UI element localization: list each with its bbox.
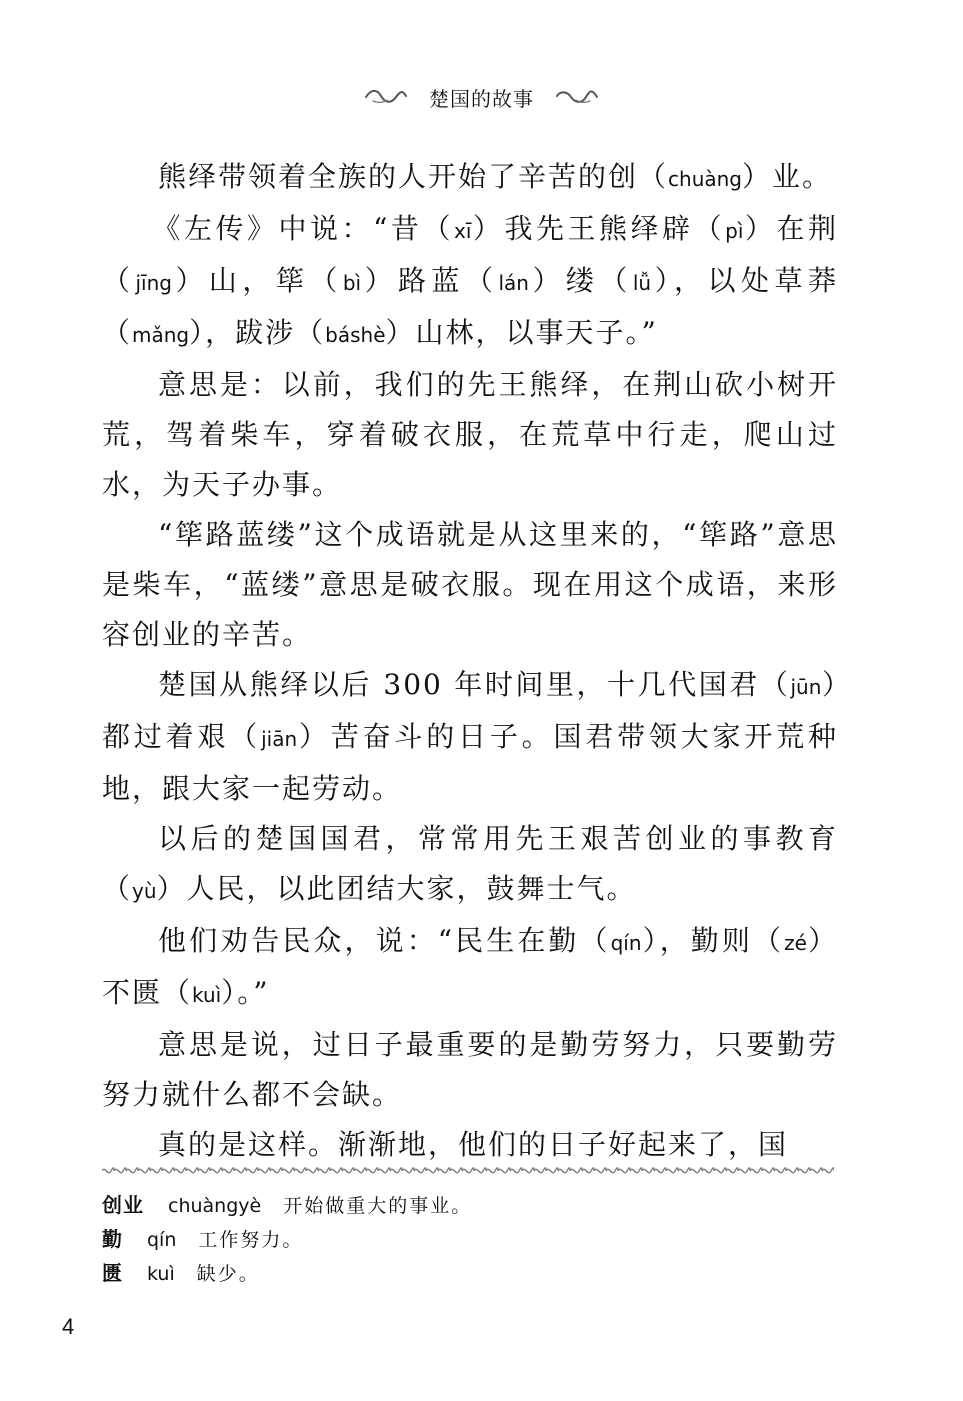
- text-run: ）路蓝（: [361, 264, 499, 297]
- pinyin-annotation: pì: [725, 219, 744, 243]
- text-run: 真的是这样。渐渐地，他们的日子好起来了，国: [158, 1128, 789, 1161]
- glossary-word: 匮: [102, 1261, 123, 1285]
- text-run: ）业。: [742, 160, 833, 193]
- text-run: 熊绎带领着全族的人开始了辛苦的创（: [158, 160, 669, 193]
- text-run: ）山林，以事天子。”: [385, 316, 658, 349]
- glossary-entry: [102, 1222, 838, 1256]
- text-run: ）我先王熊绎辟（: [471, 212, 726, 245]
- text-run: ）人民，以此团结大家，鼓舞士气。: [156, 872, 637, 905]
- wave-divider: [102, 1163, 834, 1179]
- glossary-definition: 缺少。: [196, 1263, 260, 1285]
- pinyin-annotation: qín: [610, 931, 642, 955]
- paragraph: [102, 510, 838, 660]
- text-run: ），以处草莽（: [102, 264, 838, 349]
- text-run: ）缕（: [528, 264, 633, 297]
- paragraph: [102, 814, 838, 916]
- paragraph: [102, 916, 838, 1020]
- pinyin-annotation: jūn: [790, 675, 822, 699]
- pinyin-annotation: zé: [784, 931, 807, 955]
- paragraph: [102, 204, 838, 360]
- paragraph: [102, 360, 838, 510]
- text-run: “筚路蓝缕”这个成语就是从这里来的，“筚路”意思是柴车，“蓝缕”意思是破衣服。现在用这个成语，来形容创业的辛苦。: [102, 518, 838, 651]
- glossary-entry: [102, 1256, 838, 1290]
- text-run: ）山，筚（: [171, 264, 343, 297]
- glossary-word: 创业: [102, 1193, 144, 1217]
- pinyin-annotation: báshè: [325, 323, 386, 347]
- text-run: ）苦奋斗的日子。国君带领大家开荒种地，跟大家一起劳动。: [102, 720, 838, 805]
- text-run: ），勤则（: [641, 924, 785, 957]
- pinyin-annotation: lán: [498, 271, 529, 295]
- pinyin-annotation: yù: [132, 879, 157, 903]
- page-number: 4: [62, 1314, 75, 1339]
- text-run: 楚国从熊绎以后 300 年时间里，十几代国君（: [158, 668, 791, 701]
- text-run: 以后的楚国国君，常常用先王艰苦创业的事教育（: [102, 822, 838, 905]
- left-swash-ornament-icon: [363, 87, 409, 107]
- text-run: ），跋涉（: [189, 316, 326, 349]
- paragraph: [102, 1020, 838, 1120]
- text-run: ）。”: [221, 976, 270, 1009]
- glossary-word: 勤: [102, 1227, 123, 1251]
- text-run: ）在荆（: [102, 212, 838, 297]
- glossary-entry: [102, 1188, 838, 1222]
- pinyin-annotation: jīng: [135, 271, 172, 295]
- glossary-pinyin: qín: [147, 1229, 177, 1251]
- glossary-definition: 开始做重大的事业。: [283, 1195, 473, 1217]
- pinyin-annotation: bì: [342, 271, 362, 295]
- glossary: [102, 1188, 838, 1290]
- glossary-definition: 工作努力。: [198, 1229, 304, 1251]
- paragraph: [102, 152, 838, 204]
- glossary-pinyin: kuì: [147, 1263, 175, 1285]
- text-run: 《左传》中说：“昔（: [152, 212, 454, 245]
- pinyin-annotation: lǚ: [632, 271, 652, 295]
- running-header: [0, 80, 963, 114]
- text-run: ）都过着艰（: [102, 668, 838, 753]
- right-swash-ornament-icon: [554, 87, 600, 107]
- pinyin-annotation: xī: [453, 219, 472, 243]
- pinyin-annotation: kuì: [192, 983, 222, 1007]
- text-run: 意思是：以前，我们的先王熊绎，在荆山砍小树开荒，驾着柴车，穿着破衣服，在荒草中行走，爬山过水，为天子办事。: [102, 368, 838, 501]
- text-run: 他们劝告民众，说：“民生在勤（: [158, 924, 611, 957]
- glossary-pinyin: chuàngyè: [168, 1195, 262, 1217]
- body-text: [102, 152, 838, 1170]
- pinyin-annotation: mǎng: [132, 323, 190, 347]
- paragraph: [102, 660, 838, 814]
- text-run: ）不匮（: [102, 924, 838, 1009]
- pinyin-annotation: jiān: [261, 727, 298, 751]
- pinyin-annotation: chuàng: [668, 167, 742, 191]
- running-header-title: 楚国的故事: [429, 86, 534, 111]
- text-run: 意思是说，过日子最重要的是勤劳努力，只要勤劳努力就什么都不会缺。: [102, 1028, 838, 1111]
